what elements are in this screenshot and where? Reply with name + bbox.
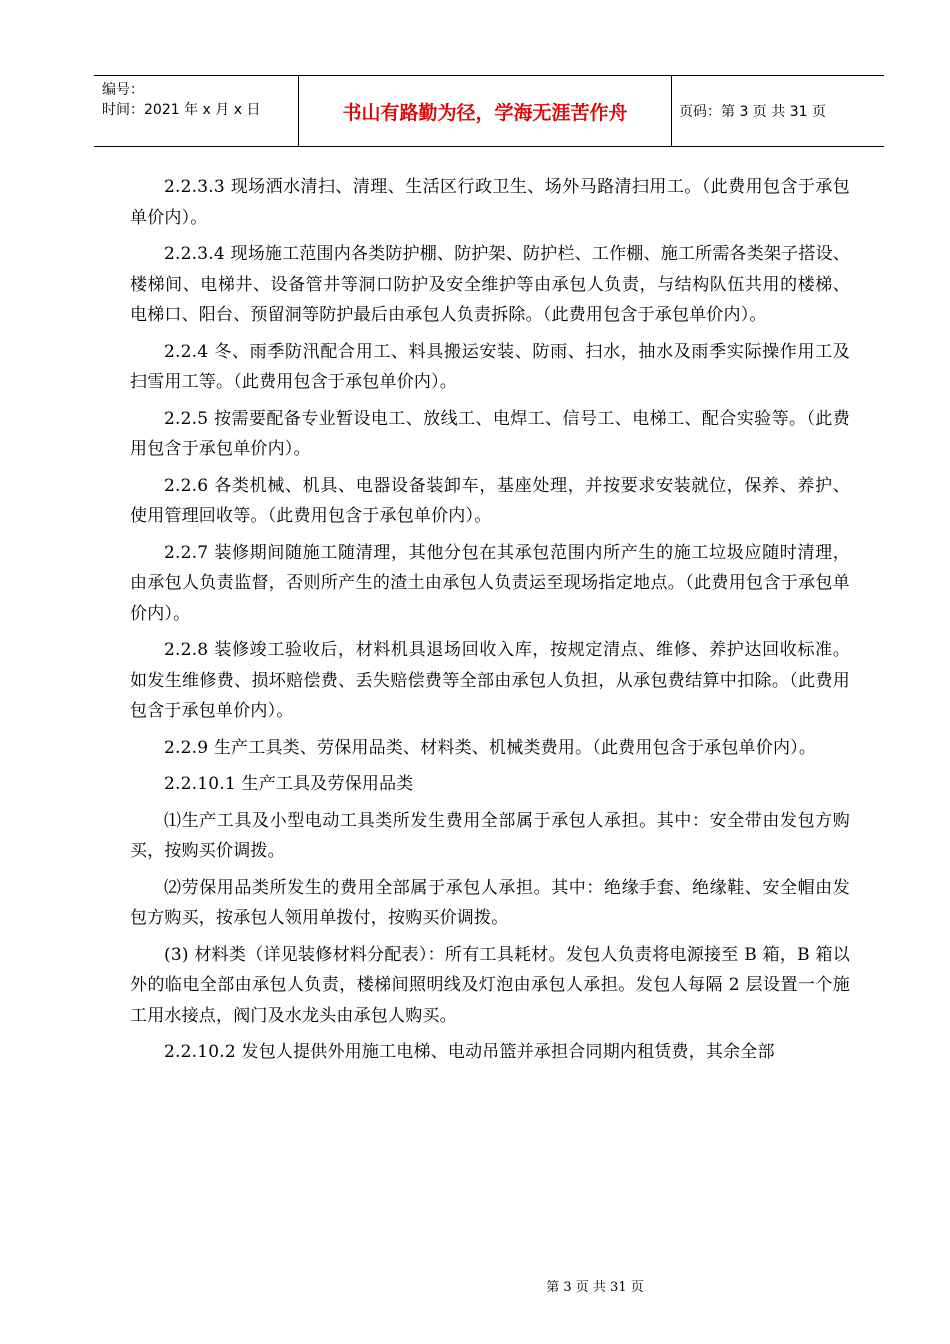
paragraph: 2.2.4 冬、雨季防汛配合用工、料具搬运安装、防雨、扫水，抽水及雨季实际操作用工及扫雪用工等。（此费用包含于承包单价内）。	[130, 341, 850, 392]
paragraph: ⑴生产工具及小型电动工具类所发生费用全部属于承包人承担。其中：安全带由发包方购买，按购买价调拨。	[130, 810, 850, 861]
paragraph: (3) 材料类（详见装修材料分配表）：所有工具耗材。发包人负责将电源接至 B 箱，B 箱以外的临电全部由承包人负责，楼梯间照明线及灯泡由承包人承担。发包人每隔 2 层设置一个施工用水接点，阀门及水龙头由承包人购买。	[130, 944, 850, 1026]
header-motto: 书山有路勤为径，学海无涯苦作舟	[342, 101, 628, 124]
paragraph: 2.2.8 装修竣工验收后，材料机具退场回收入库，按规定清点、维修、养护达回收标准。如发生维修费、损坏赔偿费、丢失赔偿费等全部由承包人负担，从承包费结算中扣除。（此费用包含于承包单价内）。	[130, 640, 850, 721]
paragraph: 2.2.6 各类机械、机具、电器设备装卸车，基座处理，并按要求安装就位，保养、养护、使用管理回收等。（此费用包含于承包单价内）。	[130, 475, 850, 526]
paragraph: 2.2.10.2 发包人提供外用施工电梯、电动吊篮并承担合同期内租赁费，其余全部	[164, 1042, 775, 1062]
page-header	[94, 75, 884, 147]
paragraph: 2.2.9 生产工具类、劳保用品类、材料类、机械类费用。（此费用包含于承包单价内）。	[164, 737, 817, 758]
header-page-info: 页码：第 3 页 共 31 页	[679, 104, 826, 120]
page-footer: 第 3 页 共 31 页	[546, 1280, 644, 1295]
document-number-label: 编号：	[102, 82, 144, 98]
document-time-label: 时间：2021 年 x 月 x 日	[102, 102, 261, 118]
paragraph: ⑵劳保用品类所发生的费用全部属于承包人承担。其中：绝缘手套、绝缘鞋、安全帽由发包方购买，按承包人领用单拨付，按购买价调拨。	[130, 877, 850, 928]
document-body	[130, 172, 850, 1074]
header-divider	[671, 76, 672, 146]
paragraph: 2.2.3.4 现场施工范围内各类防护棚、防护架、防护栏、工作棚、施工所需各类架子搭设、楼梯间、电梯井、设备管井等洞口防护及安全维护等由承包人负责，与结构队伍共用的楼梯、电梯口、阳台、预留洞等防护最后由承包人负责拆除。（此费用包含于承包单价内）。	[130, 244, 850, 325]
paragraph: 2.2.10.1 生产工具及劳保用品类	[164, 774, 414, 794]
paragraph: 2.2.5 按需要配备专业暂设电工、放线工、电焊工、信号工、电梯工、配合实验等。（此费用包含于承包单价内）。	[130, 408, 850, 459]
header-meta	[102, 80, 260, 120]
paragraph: 2.2.7 装修期间随施工随清理，其他分包在其承包范围内所产生的施工垃圾应随时清理，由承包人负责监督，否则所产生的渣土由承包人负责运至现场指定地点。（此费用包含于承包单价内）。	[130, 542, 850, 624]
paragraph: 2.2.3.3 现场洒水清扫、清理、生活区行政卫生、场外马路清扫用工。（此费用包含于承包单价内）。	[130, 177, 850, 228]
